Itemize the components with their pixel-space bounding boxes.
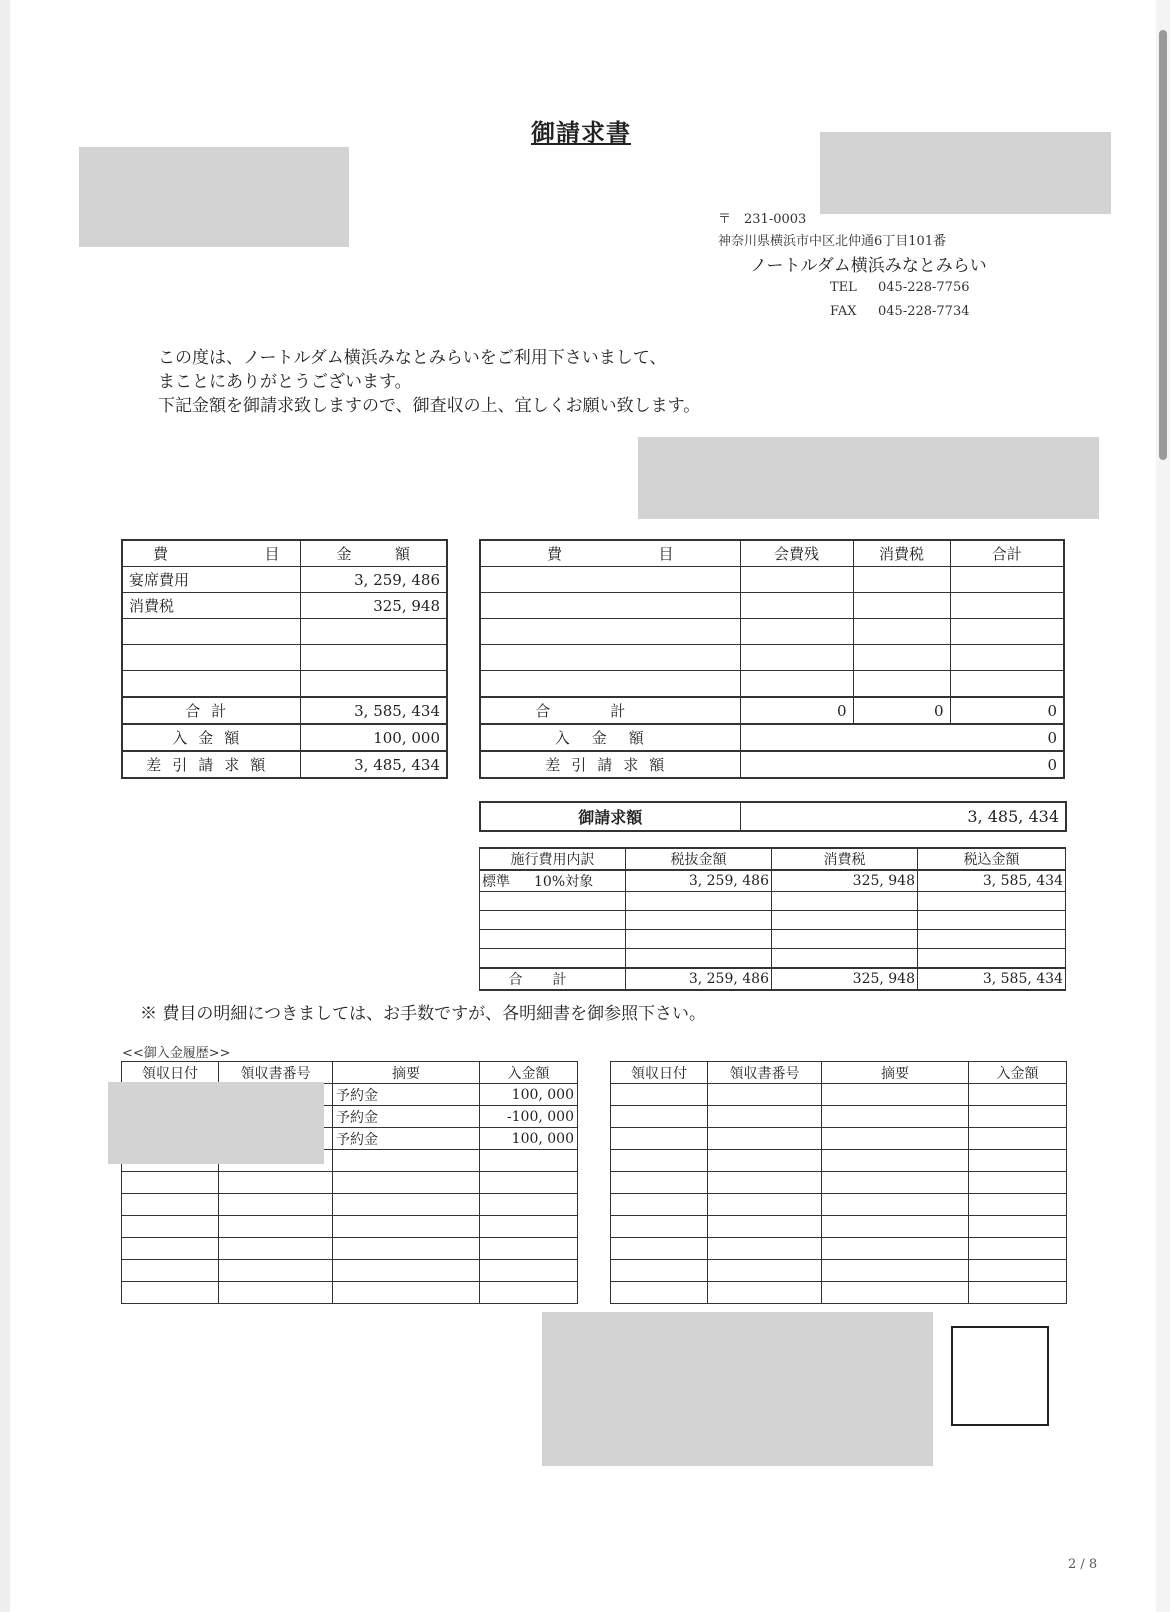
amount-cell: -100, 000 (480, 1106, 578, 1128)
header-category: 施行費用内訳 (480, 848, 626, 870)
header-item: 費 目 (122, 540, 300, 567)
table-row (611, 1150, 1067, 1172)
table-row (122, 619, 447, 645)
table-row (611, 1084, 1067, 1106)
balance-label: 差引請求額 (122, 751, 300, 778)
redacted-logo (820, 132, 1111, 214)
tel-label: TEL (830, 280, 857, 295)
table-row (611, 1260, 1067, 1282)
table-row (480, 911, 1066, 930)
invoice-total-value: 3, 485, 434 (740, 802, 1066, 831)
table-row (122, 1194, 578, 1216)
header-date: 領収日付 (122, 1062, 219, 1084)
total-balance: 0 (740, 697, 853, 724)
fax-label: FAX (830, 304, 857, 319)
header-desc: 摘要 (333, 1062, 480, 1084)
redacted-block (638, 437, 1099, 519)
header-receipt-no: 領収書番号 (708, 1062, 822, 1084)
sender-name: ノートルダム横浜みなとみらい (750, 256, 987, 276)
amount-cell: 100, 000 (480, 1084, 578, 1106)
amount-cell: 100, 000 (480, 1128, 578, 1150)
deposit-amount: 0 (740, 724, 1064, 751)
total-pretax: 3, 259, 486 (626, 968, 772, 990)
deposit-label: 入金額 (122, 724, 300, 751)
tax-breakdown-table (479, 847, 1066, 991)
table-row (122, 1216, 578, 1238)
table-row (480, 567, 1064, 593)
membership-table (479, 539, 1065, 779)
document-page (10, 0, 1156, 1612)
total-label: 合計 (122, 697, 300, 724)
total-tax: 0 (853, 697, 950, 724)
table-row (611, 1238, 1067, 1260)
total-incl-tax: 3, 585, 434 (918, 968, 1066, 990)
header-amount: 入金額 (969, 1062, 1067, 1084)
item-cell: 宴席費用 (122, 567, 300, 593)
table-row (480, 870, 1066, 892)
header-date: 領収日付 (611, 1062, 708, 1084)
balance-label: 差引請求額 (480, 751, 740, 778)
detail-note: ※ 費目の明細につきましては、お手数ですが、各明細書を御参照下さい。 (140, 1004, 707, 1024)
greeting-line: まことにありがとうございます。 (158, 372, 412, 392)
invoice-total-label: 御請求額 (480, 802, 740, 831)
redacted-receipt-info (108, 1082, 324, 1164)
header-tax: 消費税 (853, 540, 950, 567)
scrollbar-track[interactable] (1156, 0, 1170, 1612)
table-row (611, 1128, 1067, 1150)
tel-number: 045-228-7756 (878, 280, 970, 295)
postal-code: 〒 231-0003 (718, 212, 807, 227)
table-row (480, 645, 1064, 671)
table-row (122, 1260, 578, 1282)
table-row (480, 593, 1064, 619)
greeting-text (158, 346, 700, 418)
header-total: 合計 (950, 540, 1064, 567)
tax-cell: 325, 948 (772, 870, 918, 892)
header-balance: 会費残 (740, 540, 853, 567)
header-incl-tax: 税込金額 (918, 848, 1066, 870)
header-tax: 消費税 (772, 848, 918, 870)
table-row (122, 567, 447, 593)
redacted-signature-block (542, 1312, 933, 1466)
table-row (611, 1216, 1067, 1238)
table-row (122, 1238, 578, 1260)
table-row (480, 671, 1064, 698)
page-number: 2 / 8 (1068, 1557, 1098, 1572)
table-row (122, 645, 447, 671)
balance-amount: 0 (740, 751, 1064, 778)
table-row (611, 1172, 1067, 1194)
total-tax: 325, 948 (772, 968, 918, 990)
header-receipt-no: 領収書番号 (219, 1062, 333, 1084)
header-amount: 入金額 (480, 1062, 578, 1084)
amount-cell: 325, 948 (300, 593, 447, 619)
document-title: 御請求書 (531, 118, 631, 147)
summary-table (121, 539, 448, 779)
table-row (480, 930, 1066, 949)
item-cell: 消費税 (122, 593, 300, 619)
table-row (611, 1282, 1067, 1304)
seal-box (951, 1326, 1049, 1426)
category: 標準 (482, 874, 510, 890)
total-label: 合計 (480, 697, 740, 724)
table-row (480, 949, 1066, 969)
fax-number: 045-228-7734 (878, 304, 970, 319)
deposit-amount: 100, 000 (300, 724, 447, 751)
invoice-total-table (479, 801, 1067, 832)
redacted-recipient (79, 147, 349, 247)
total-label: 合計 (480, 968, 626, 990)
greeting-line: 下記金額を御請求致しますので、御査収の上、宜しくお願い致します。 (158, 396, 701, 416)
header-desc: 摘要 (822, 1062, 969, 1084)
deposit-label: 入金額 (480, 724, 740, 751)
table-row (611, 1106, 1067, 1128)
sender-address: 神奈川県横浜市中区北仲通6丁目101番 (718, 234, 947, 249)
incl-tax-cell: 3, 585, 434 (918, 870, 1066, 892)
desc-cell: 予約金 (333, 1106, 480, 1128)
desc-cell: 予約金 (333, 1128, 480, 1150)
table-row (122, 671, 447, 698)
pretax-cell: 3, 259, 486 (626, 870, 772, 892)
scrollbar-thumb[interactable] (1159, 30, 1167, 460)
payment-history-table-2 (610, 1061, 1067, 1304)
table-row (611, 1194, 1067, 1216)
header-item: 費 目 (480, 540, 740, 567)
table-row (122, 1282, 578, 1304)
total-sum: 0 (950, 697, 1064, 724)
table-row (122, 593, 447, 619)
category-cell (480, 870, 626, 892)
payment-history-label: <<御入金履歴>> (122, 1046, 231, 1061)
balance-amount: 3, 485, 434 (300, 751, 447, 778)
desc-cell: 予約金 (333, 1084, 480, 1106)
total-amount: 3, 585, 434 (300, 697, 447, 724)
header-amount: 金 額 (300, 540, 447, 567)
table-row (480, 892, 1066, 911)
amount-cell: 3, 259, 486 (300, 567, 447, 593)
tax-rate: 10%対象 (534, 874, 594, 890)
greeting-line: この度は、ノートルダム横浜みなとみらいをご利用下さいまして、 (158, 348, 667, 368)
header-pretax: 税抜金額 (626, 848, 772, 870)
table-row (480, 619, 1064, 645)
table-row (122, 1172, 578, 1194)
